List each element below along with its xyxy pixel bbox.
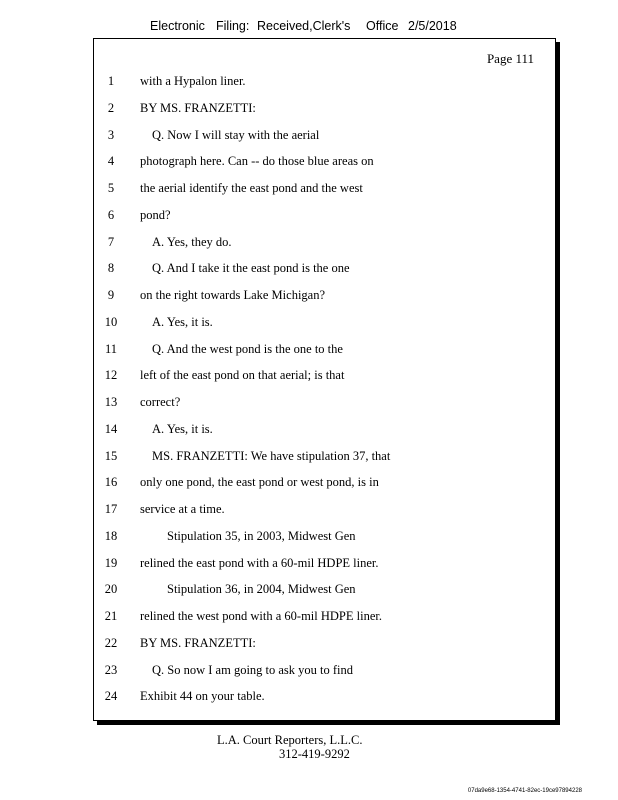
transcript-line: [94, 422, 554, 440]
line-number: 4: [107, 154, 115, 169]
line-text: MS. FRANZETTI: We have stipulation 37, that: [152, 448, 391, 463]
transcript-line: [94, 663, 554, 681]
line-number: 24: [104, 689, 118, 704]
line-number: 1: [107, 74, 115, 88]
transcript-line: [94, 529, 554, 547]
line-number: 13: [104, 395, 118, 409]
transcript-line: [94, 74, 554, 92]
line-text: BY MS. FRANZETTI:: [140, 635, 256, 650]
transcript-line: [94, 609, 554, 627]
line-number: 18: [104, 528, 118, 543]
transcript-line: [94, 154, 554, 172]
line-number: 11: [104, 341, 118, 356]
transcript-line: [94, 689, 554, 707]
transcript-line: [94, 368, 554, 386]
header-date: 2/5/2018: [408, 19, 457, 33]
transcript-line: [94, 315, 554, 333]
line-text: Stipulation 36, in 2004, Midwest Gen: [167, 582, 356, 597]
line-text: Q. And the west pond is the one to the: [152, 341, 343, 356]
transcript-line: [94, 395, 554, 413]
court-reporter-phone: 312-419-9292: [279, 747, 350, 761]
transcript-line: [94, 235, 554, 253]
transcript-line: [94, 128, 554, 146]
transcript-line: [94, 449, 554, 467]
line-number: 6: [107, 207, 115, 222]
transcript-line: [94, 208, 554, 226]
line-number: 20: [104, 582, 118, 597]
line-number: 16: [104, 475, 118, 490]
court-reporter-firm: L.A. Court Reporters, L.L.C.: [217, 733, 363, 747]
line-text: relined the east pond with a 60-mil HDPE liner.: [140, 555, 379, 570]
line-number: 21: [104, 609, 118, 623]
line-text: A. Yes, it is.: [152, 314, 213, 329]
line-number: 10: [104, 314, 118, 329]
line-text: pond?: [140, 207, 171, 222]
line-text: with a Hypalon liner.: [140, 74, 246, 88]
transcript-line: [94, 582, 554, 600]
line-number: 12: [104, 368, 118, 383]
header-word-office: Office: [366, 19, 399, 33]
line-text: A. Yes, it is.: [152, 421, 213, 436]
header-word-filing: Filing:: [216, 19, 250, 33]
line-number: 8: [107, 261, 115, 276]
line-text: only one pond, the east pond or west pond, is in: [140, 475, 379, 490]
line-text: service at a time.: [140, 502, 225, 516]
line-number: 2: [107, 100, 115, 115]
line-text: relined the west pond with a 60-mil HDPE liner.: [140, 609, 382, 623]
page-number: Page 111: [486, 51, 534, 66]
header-word-received: Received,Clerk's: [257, 19, 351, 33]
line-text: the aerial identify the east pond and the west: [140, 181, 363, 195]
line-number: 23: [104, 662, 118, 677]
transcript-line: [94, 342, 554, 360]
line-text: correct?: [140, 395, 181, 409]
line-text: Stipulation 35, in 2003, Midwest Gen: [167, 528, 356, 543]
line-number: 17: [104, 502, 118, 516]
line-number: 7: [107, 234, 115, 249]
transcript-line: [94, 556, 554, 574]
line-text: Q. Now I will stay with the aerial: [152, 127, 320, 142]
transcript-line: [94, 475, 554, 493]
filing-stamp-header: [0, 19, 618, 37]
transcript-line: [94, 288, 554, 306]
line-number: 3: [107, 127, 115, 142]
line-text: Exhibit 44 on your table.: [140, 689, 265, 704]
transcript-page: [93, 38, 556, 721]
line-number: 14: [104, 421, 118, 436]
line-text: Q. So now I am going to ask you to find: [152, 662, 354, 677]
line-number: 19: [104, 555, 118, 570]
document-id: 07da9e68-1354-4741-82ec-19ce97894228: [467, 788, 582, 794]
line-text: left of the east pond on that aerial; is that: [140, 368, 345, 383]
transcript-line: [94, 101, 554, 119]
line-number: 22: [104, 635, 118, 650]
line-text: Q. And I take it the east pond is the one: [152, 261, 350, 276]
transcript-line: [94, 261, 554, 279]
line-text: photograph here. Can -- do those blue areas on: [140, 154, 374, 169]
line-text: on the right towards Lake Michigan?: [140, 288, 326, 302]
line-number: 5: [107, 181, 115, 195]
transcript-line: [94, 636, 554, 654]
line-number: 9: [107, 288, 115, 302]
transcript-line: [94, 181, 554, 199]
line-number: 15: [104, 448, 118, 463]
line-text: BY MS. FRANZETTI:: [140, 100, 256, 115]
transcript-line: [94, 502, 554, 520]
line-text: A. Yes, they do.: [152, 234, 232, 249]
header-word-electronic: Electronic: [150, 19, 205, 33]
